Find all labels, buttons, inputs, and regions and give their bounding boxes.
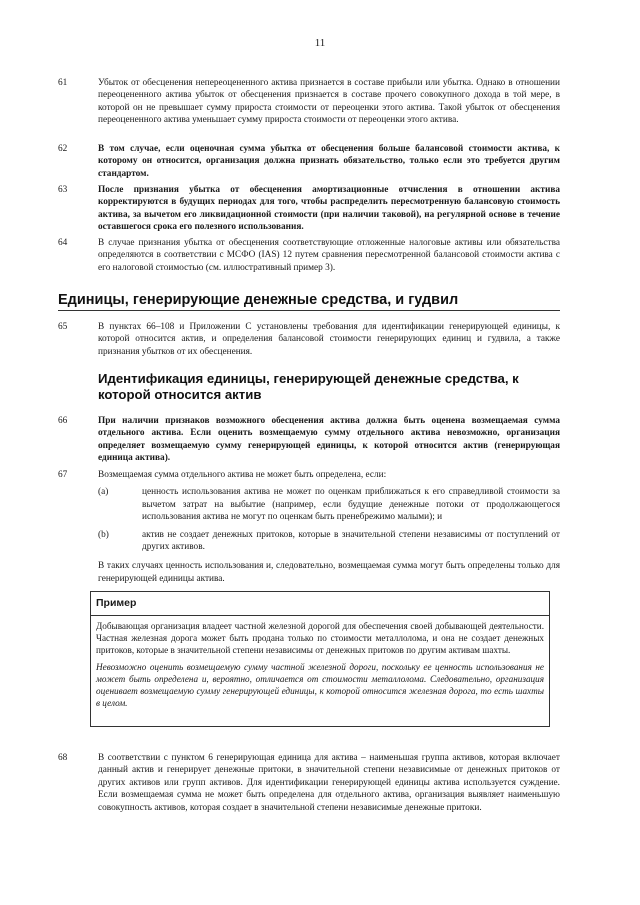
- page-number: 11: [314, 37, 326, 49]
- paragraph-text: В случае признания убытка от обесценения соответствующие отложенные налоговые активы или обязательства определяются в соответствии с МСФО (IAS) 12 путем сравнения пересмотренной балансовой стоимости актива с его налоговой стоимостью (см. иллюстративный пример 3).: [98, 238, 560, 273]
- paragraph-62: [58, 143, 560, 180]
- example-box: [90, 591, 550, 727]
- paragraph-number: 68: [58, 753, 68, 763]
- paragraph-number: 63: [58, 185, 68, 195]
- paragraph-64: [58, 237, 560, 274]
- example-body: [91, 616, 549, 709]
- paragraph-lead: Возмещаемая сумма отдельного актива не может быть определена, если:: [98, 470, 387, 480]
- paragraph-61: [58, 77, 560, 127]
- subsection-heading: Идентификация единицы, генерирующей денежные средства, к которой относится актив: [98, 371, 519, 402]
- paragraph-text: В соответствии с пунктом 6 генерирующая единица для актива – наименьшая группа активов, которая включает данный актив и генерирует денежные притоки, в значительной степени независимые от денежных притоков от других активов или групп активов. Для идентификации генерирующей единицы актива используется суждение. Если возмещаемая сумма не может быть определена для отдельного актива, организация выявляет наименьшую совокупность активов, которая создает в значительной степени независимые денежные притоки.: [98, 753, 560, 813]
- paragraph-text: При наличии признаков возможного обесценения актива должна быть оценена возмещаемая сумма отдельного актива. Если оценить возмещаемую сумму отдельного актива невозможно, организация определяет возмещаемую сумму генерирующей единицы, к которой относится актив (генерирующая единица актива).: [98, 416, 560, 464]
- list-item-text: актив не создает денежных притоков, которые в значительной степени независимы от поступлений от других активов.: [142, 529, 560, 553]
- paragraph-number: 67: [58, 470, 68, 480]
- example-title: Пример: [91, 592, 549, 616]
- paragraph-number: 61: [58, 78, 68, 88]
- list-letter: (a): [98, 487, 109, 498]
- paragraph-text: В том случае, если оценочная сумма убытка от обесценения больше балансовой стоимости актива, к которому он относится, организация должна признать обязательство, только если это требуется другим стандартом.: [98, 144, 560, 179]
- paragraph-number: 65: [58, 322, 68, 332]
- paragraph-number: 62: [58, 144, 68, 154]
- paragraph-text: В пунктах 66–108 и Приложении С установлены требования для идентификации генерирующей единицы, к которой относится актив, и определения балансовой стоимости генерирующих единиц и гудвила, а также признания убытков от их обесценения.: [98, 322, 560, 357]
- paragraph-number: 64: [58, 238, 68, 248]
- paragraph-68: [58, 752, 560, 814]
- example-text: Добывающая организация владеет частной железной дорогой для обеспечения своей добывающей деятельности. Частная железная дорога может быть продана только по стоимости металлолома, и она не создает денежных притоков, которые в значительной степени независимы от денежных притоков по другим активам шахты.: [96, 621, 544, 656]
- paragraph-text: Убыток от обесценения непереоцененного актива признается в составе прибыли или убытка. Однако в отношении переоцененного актива убыток от обесценения признается в составе прочего совокупного дохода в той мере, в которой он не превышает сумму прироста стоимости от переоценки этого актива. Такой убыток от обесценения переоцененного актива уменьшает сумму прироста стоимости от переоценки этого актива.: [98, 78, 560, 126]
- list-item: [98, 486, 560, 523]
- paragraph-65: [58, 321, 560, 358]
- paragraph-followup: В таких случаях ценность использования и, следовательно, возмещаемая сумма могут быть определены только для генерирующей единицы актива.: [98, 561, 560, 584]
- paragraph-text: После признания убытка от обесценения амортизационные отчисления в отношении актива корректируются в будущих периодах для того, чтобы распределить пересмотренную балансовую стоимость актива, за вычетом его ликвидационной стоимости (при наличии таковой), на регулярной основе в течение оставшегося срока его полезного использования.: [98, 185, 560, 233]
- paragraph-text: [98, 469, 560, 585]
- paragraph-66: [58, 415, 560, 465]
- list-letter: (b): [98, 529, 109, 540]
- list-item: [98, 529, 560, 554]
- paragraph-67: [58, 469, 560, 585]
- paragraph-number: 66: [58, 416, 68, 426]
- example-conclusion: Невозможно оценить возмещаемую сумму частной железной дороги, поскольку ее ценность использования не может быть определена и, вероятно, отличается от стоимости металлолома. Следовательно, организация оценивает возмещаемую сумму генерирующей единицы, к которой относится железная дорога, то есть шахты в целом.: [96, 661, 544, 709]
- list-item-text: ценность использования актива не может по оценкам приближаться к его справедливой стоимости за вычетом затрат на выбытие (например, если будущие денежные потоки от продолжающегося использования актива не могут по оценкам быть пренебрежимо малыми); и: [142, 487, 560, 523]
- paragraph-63: [58, 184, 560, 234]
- section-heading: Единицы, генерирующие денежные средства, и гудвил: [58, 292, 560, 311]
